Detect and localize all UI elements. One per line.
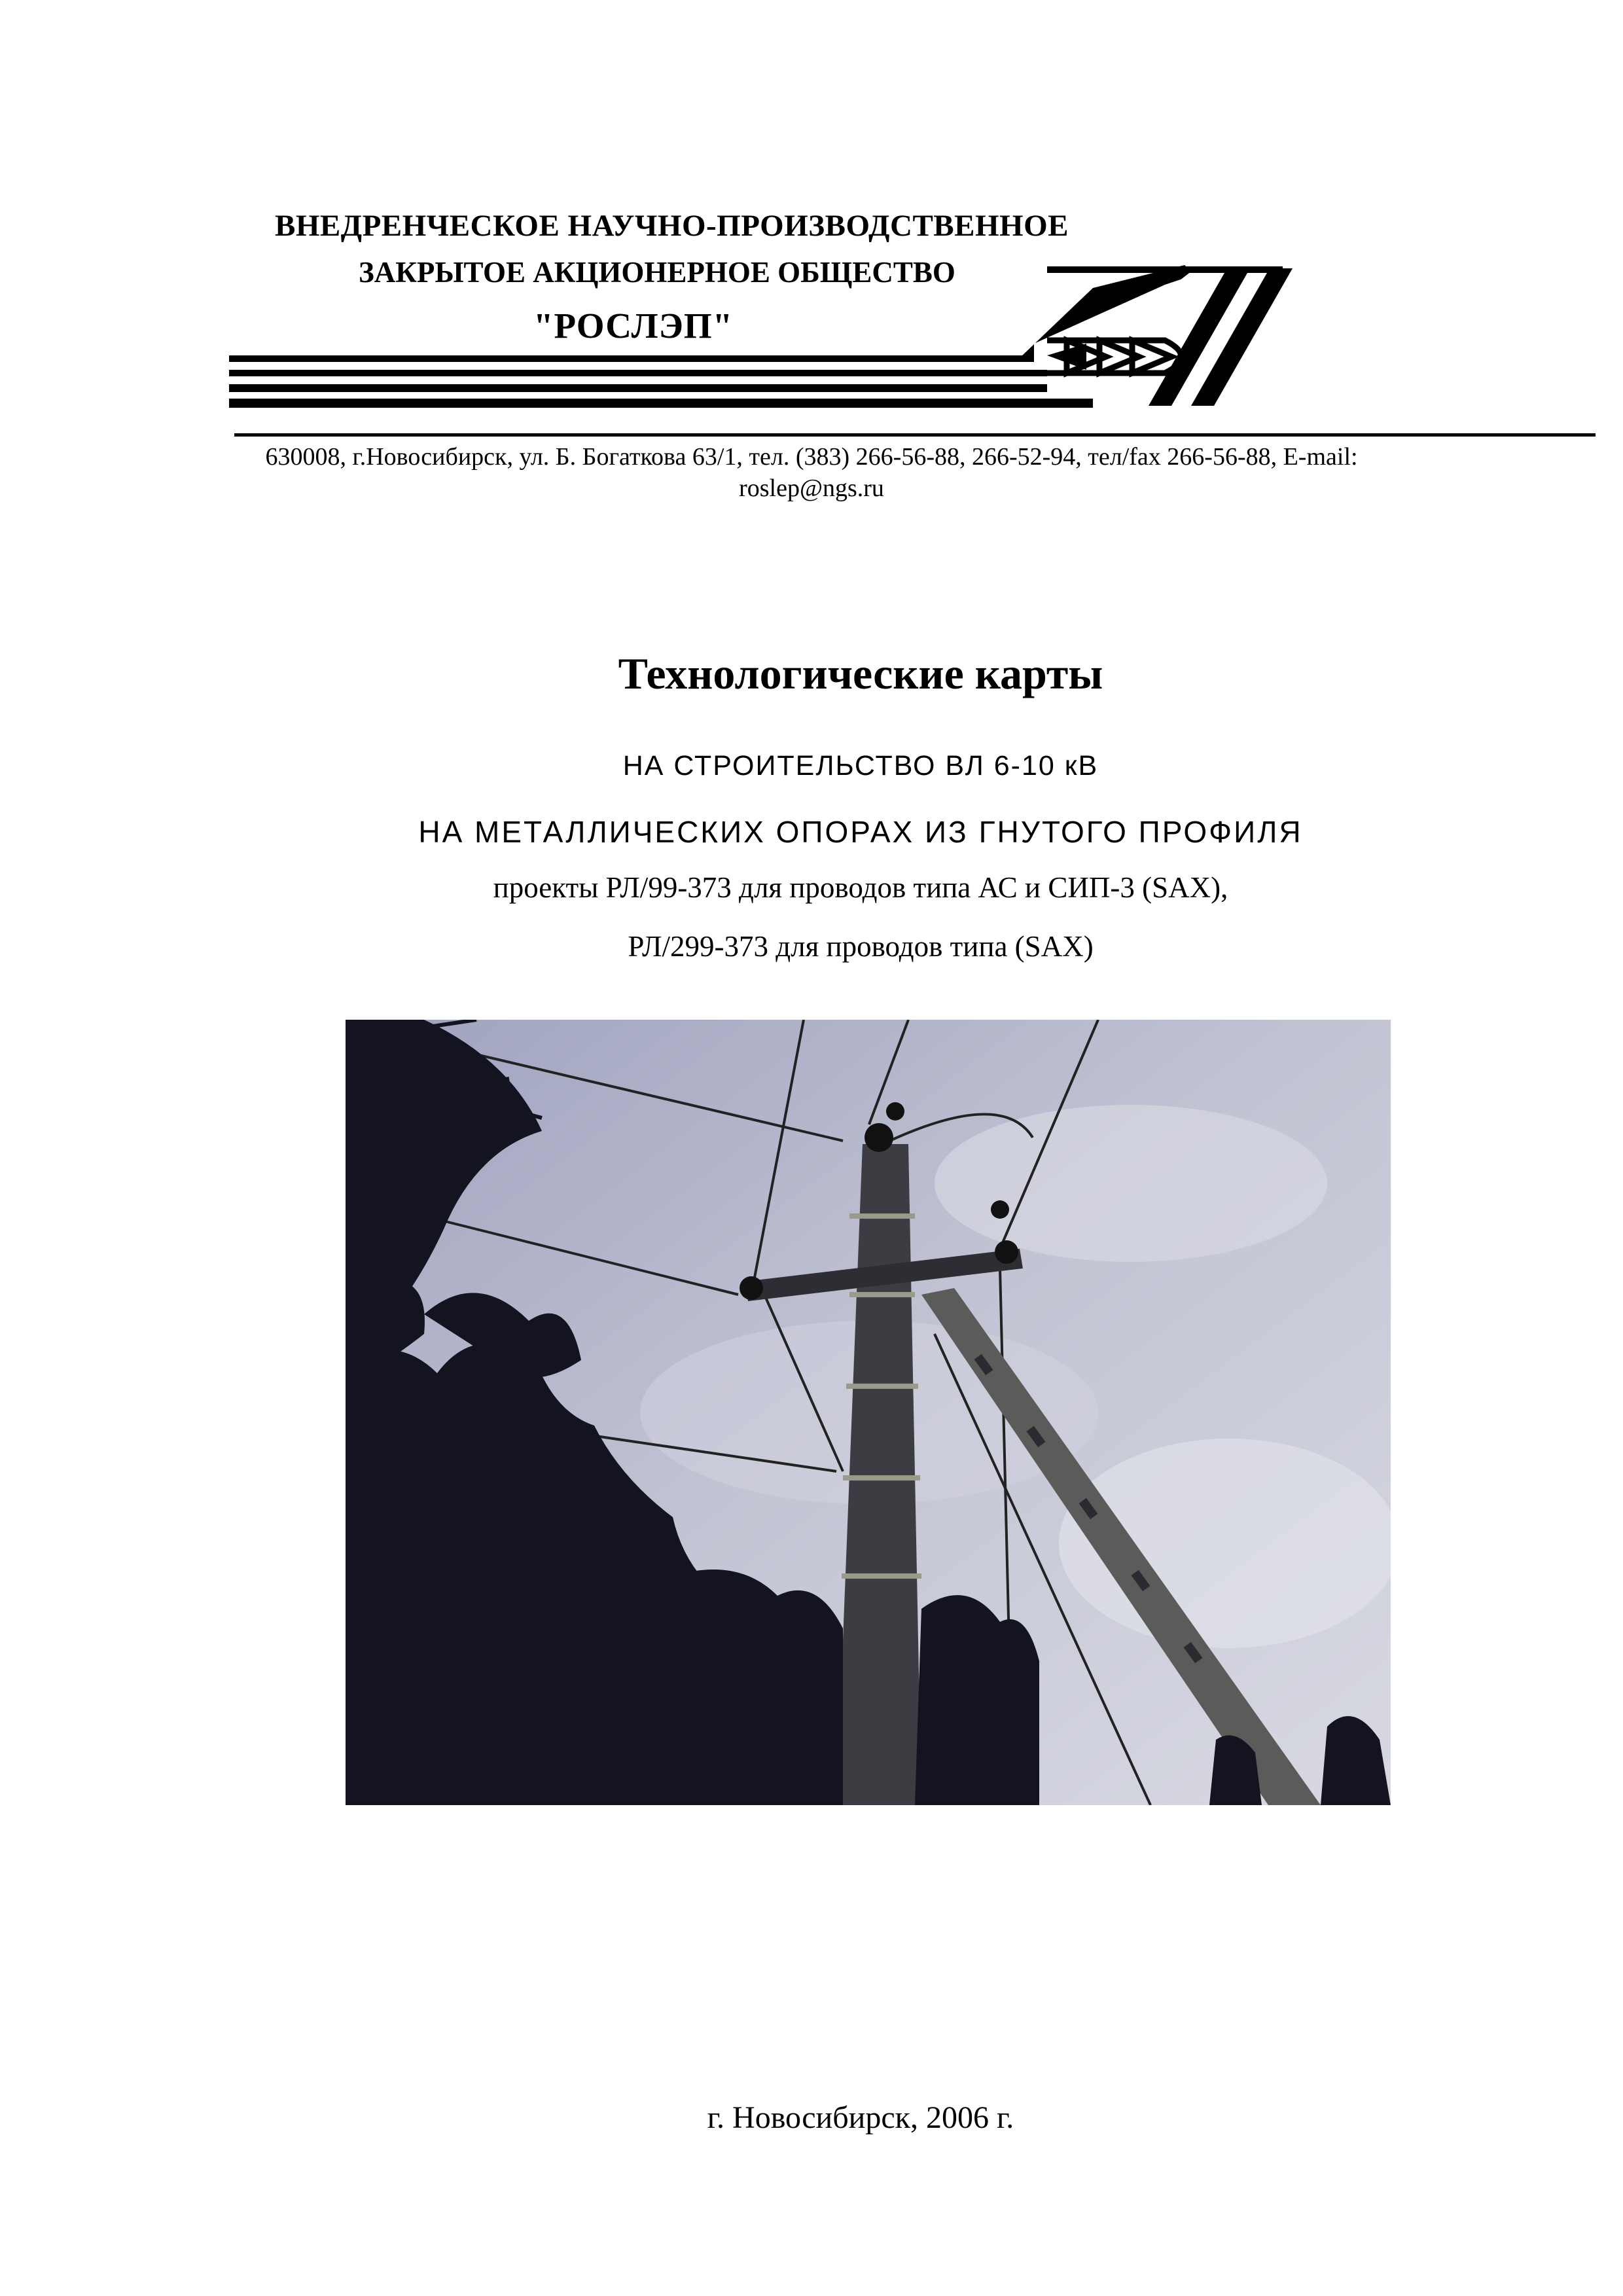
subtitle-line-3: проекты РЛ/99-373 для проводов типа АС и СИП-3 (SAX), xyxy=(493,871,1228,904)
company-line-1: ВНЕДРЕНЧЕСКОЕ НАУЧНО-ПРОИЗВОДСТВЕННОЕ xyxy=(275,209,1069,243)
subtitle-line-1: НА СТРОИТЕЛЬСТВО ВЛ 6-10 кВ xyxy=(622,750,1099,781)
address-line-2: roslep@ngs.ru xyxy=(739,475,884,502)
company-line-2: ЗАКРЫТОЕ АКЦИОНЕРНОЕ ОБЩЕСТВО xyxy=(359,256,955,289)
power-line-tower-photo xyxy=(346,1020,1391,1805)
company-name: "РОСЛЭП" xyxy=(533,306,734,346)
address-divider xyxy=(234,433,1596,437)
address-line-1: 630008, г.Новосибирск, ул. Б. Богаткова 63/1, тел. (383) 266-56-88, 266-52-94, тел/fax 266-56-88, E-mail: xyxy=(265,443,1358,471)
footer-place-year: г. Новосибирск, 2006 г. xyxy=(707,2100,1014,2135)
subtitle-line-4: РЛ/299-373 для проводов типа (SAX) xyxy=(628,930,1094,963)
roslep-logo-icon xyxy=(229,259,1309,412)
document-title: Технологические карты xyxy=(618,649,1103,698)
subtitle-line-2: НА МЕТАЛЛИЧЕСКИХ ОПОРАХ ИЗ ГНУТОГО ПРОФИЛЯ xyxy=(418,815,1303,849)
